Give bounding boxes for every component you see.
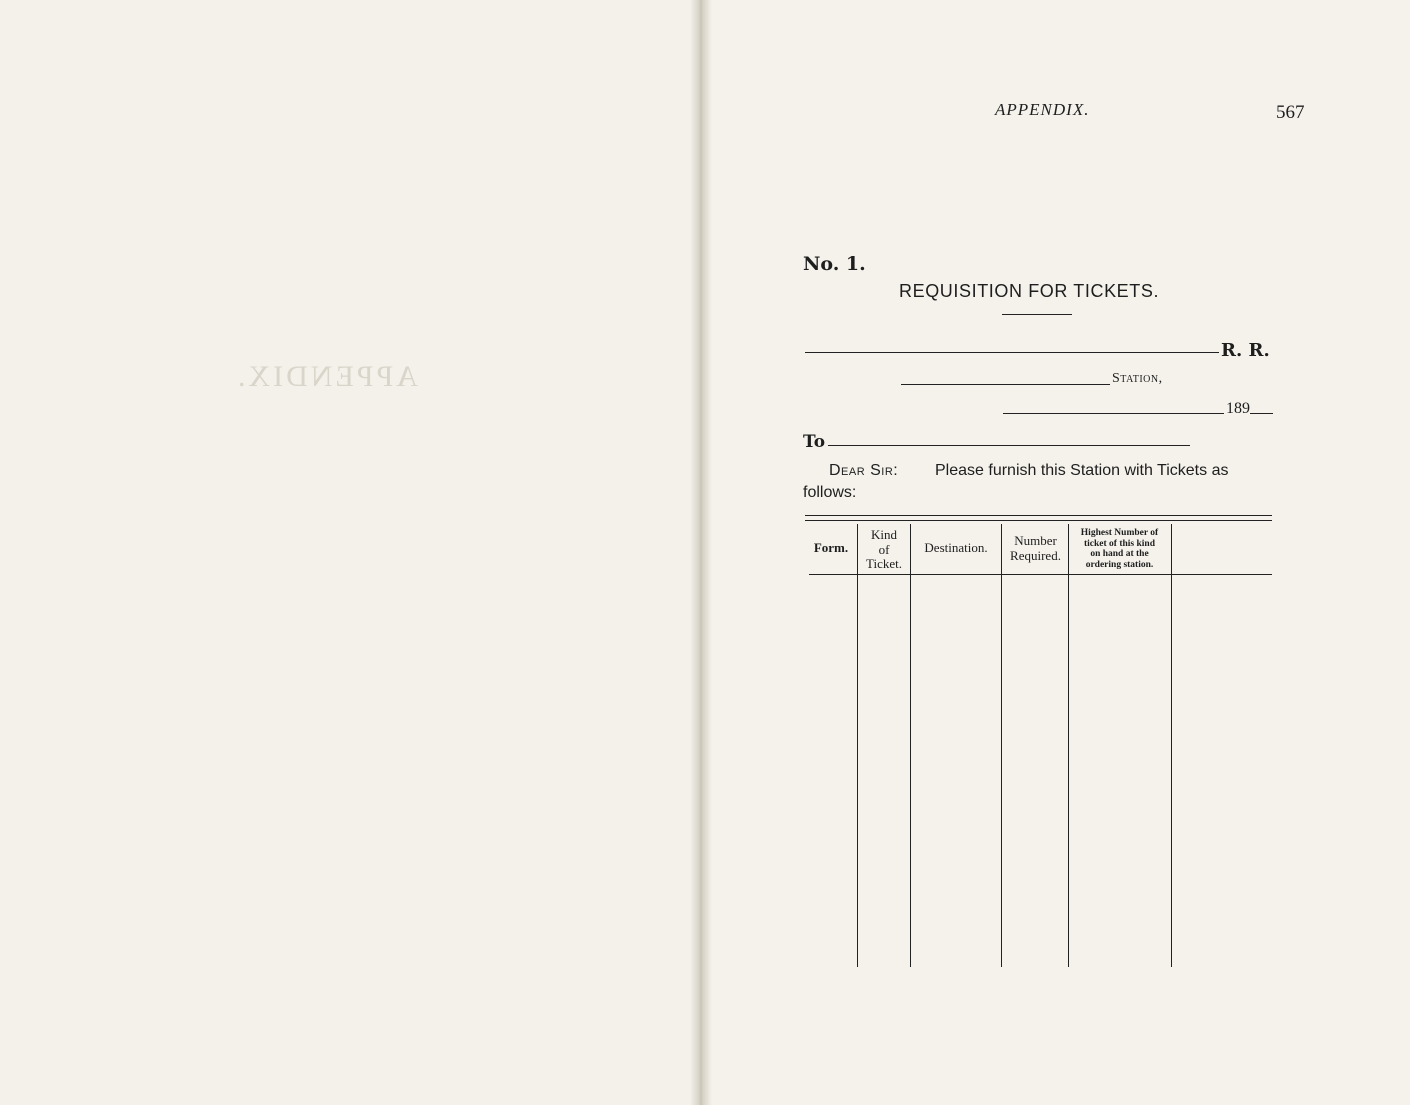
addressee-blank bbox=[828, 445, 1190, 446]
header-bottom-rule bbox=[809, 574, 1272, 575]
year-label: 189 bbox=[1226, 400, 1250, 417]
column-header-highest-line-3: on hand at the bbox=[1090, 549, 1149, 560]
column-header-form: Form. bbox=[813, 540, 849, 555]
column-header-highest-line-1: Highest Number of bbox=[1080, 528, 1159, 538]
addressee-label: To bbox=[803, 432, 826, 452]
book-gutter bbox=[690, 0, 712, 1105]
column-divider-5 bbox=[1171, 524, 1172, 967]
table-top-rule-2 bbox=[805, 520, 1272, 521]
form-title: REQUISITION FOR TICKETS. bbox=[899, 281, 1160, 301]
request-text-line-2: follows: bbox=[803, 484, 857, 501]
form-number: No. 1. bbox=[803, 253, 866, 275]
year-suffix-blank bbox=[1250, 413, 1273, 414]
column-header-highest-line-4: ordering station. bbox=[1085, 559, 1154, 570]
title-rule bbox=[1002, 314, 1072, 315]
railroad-label: R. R. bbox=[1221, 340, 1270, 361]
railroad-name-blank bbox=[805, 352, 1219, 353]
column-header-number-line-1: Number bbox=[1014, 533, 1057, 548]
column-header-kind-line-3: Ticket. bbox=[866, 556, 902, 572]
station-label: Station, bbox=[1112, 371, 1163, 386]
page-number: 567 bbox=[1276, 102, 1305, 123]
column-header-number-required bbox=[1003, 534, 1068, 563]
left-page-bleed-heading: APPENDIX. bbox=[235, 360, 418, 393]
column-divider-4 bbox=[1068, 524, 1069, 967]
column-header-highest-line-2: ticket of this kind bbox=[1084, 538, 1155, 549]
date-blank bbox=[1003, 413, 1224, 414]
running-head: APPENDIX. bbox=[995, 100, 1090, 119]
column-divider-1 bbox=[857, 524, 858, 967]
table-top-rule bbox=[805, 515, 1272, 516]
column-header-kind-of-ticket bbox=[858, 528, 910, 572]
left-page bbox=[0, 0, 696, 1105]
column-header-destination: Destination. bbox=[924, 540, 988, 555]
salutation: Dear Sir: bbox=[829, 462, 899, 479]
column-divider-3 bbox=[1001, 524, 1002, 967]
station-name-blank bbox=[901, 384, 1110, 385]
column-header-number-line-2: Required. bbox=[1010, 547, 1061, 563]
column-header-highest-number bbox=[1069, 528, 1170, 571]
column-header-kind-line-2: of bbox=[878, 541, 890, 557]
column-divider-2 bbox=[910, 524, 911, 967]
column-header-kind-line-1: Kind bbox=[871, 527, 897, 542]
request-text-line-1: Please furnish this Station with Tickets as bbox=[935, 462, 1229, 479]
